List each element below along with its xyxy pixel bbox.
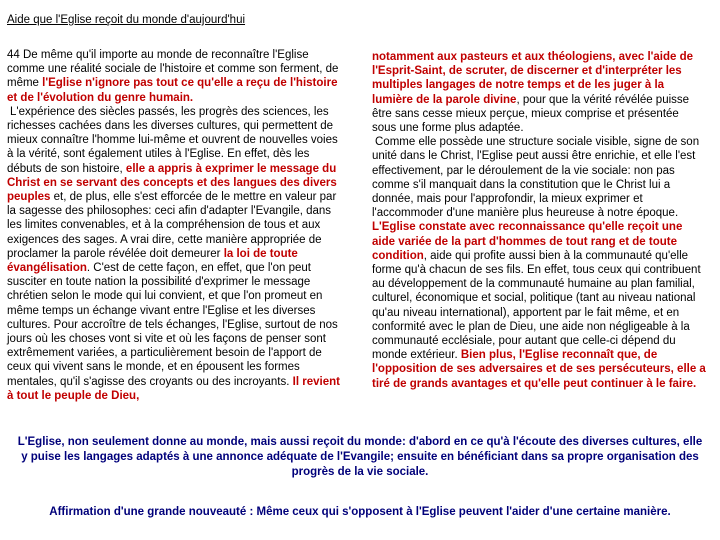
affirmation: Affirmation d'une grande nouveauté : Même ceux qui s'opposent à l'Eglise peuvent l'aider d'une certaine manière.	[49, 506, 671, 518]
right-p2-emphasis-2: Bien plus, l'Eglise reconnaît que, de l'opposition de ses adversaires et de ses persécuteurs, elle a tiré de grands avantages et qu'elle peut continuer à le faire.	[372, 349, 706, 390]
right-column	[372, 50, 706, 391]
left-p2-text-a: L'expérience des siècles passés, les progrès des sciences, les richesses cachées dans les diverses cultures, qui permettent de mieux connaître l'homme lui-même et ouvrent de nouvelles voies à la vérité, sont également utiles à l'Eglise. En effet, dès les débuts de son histoire,	[7, 105, 338, 175]
right-p2-text-a: Comme elle possède une structure sociale visible, signe de son unité dans le Christ, l'Eglise peut aussi être enrichie, et elle l'est effectivement, par le déroulement de la vie sociale: non pas comme s'il manquait dans la constitution que le Christ lui a donnée, mais pour l'approfondir, la mieux exprimer et l'accommoder d'une manière plus heureuse à notre époque.	[372, 136, 700, 220]
right-paragraph-2	[372, 135, 706, 391]
left-p2-emphasis-1: elle a appris à exprimer le message du Christ en se servant des concepts et des langues des divers peuples	[7, 162, 337, 204]
page-title: Aide que l'Eglise reçoit du monde d'aujourd'hui	[7, 14, 246, 26]
left-paragraph-1	[7, 48, 343, 105]
left-paragraph-2	[7, 105, 343, 403]
left-p2-emphasis-2: la loi de toute évangélisation	[7, 247, 298, 275]
right-p1-text: , pour que la vérité révélée puisse être sans cesse mieux perçue, mieux comprise et présentée sous une forme plus adaptée.	[372, 93, 690, 135]
right-p2-emphasis-1: L'Eglise constate avec reconnaissance qu'elle reçoit une aide variée de la part d'hommes de tout rang et de toute condition	[372, 221, 683, 262]
right-p2-text-b: , aide qui profite aussi bien à la communauté qu'elle forme qu'à chacun de ses fils. En effet, tous ceux qui contribuent au développement de la communauté humaine au plan familial, culturel, économique et social, politique (tant au niveau national qu'au niveau international), apportent par le fait même, et en conformité avec le plan de Dieu, une aide non négligeable à la communauté ecclésiale, pour autant que celle-ci dépend du monde extérieur.	[372, 249, 701, 362]
right-p1-emphasis: notamment aux pasteurs et aux théologiens, avec l'aide de l'Esprit-Saint, de scruter, de discerner et d'interpréter les multiples langages de notre temps et de les juger à la lumière de la parole divine	[372, 51, 694, 106]
left-p2-text-c: . C'est de cette façon, en effet, que l'on peut susciter en toute nation la possibilité d'exprimer le message chrétien selon le mode qui lui convient, et que l'on promeut en même temps un échange vivant entre l'Eglise et les diverses cultures. Pour accroître de tels échanges, l'Eglise, surtout de nos jours où les choses vont si vite et où les façons de penser sont extrêmement variées, a particulièrement besoin de l'apport de ceux qui vivent sans le monde, et en épousent les formes mentales, qu'il s'agisse des croyants ou des incroyants.	[7, 262, 338, 388]
summary-text: L'Eglise, non seulement donne au monde, mais aussi reçoit du monde: d'abord en ce qu'à l'écoute des diverses cultures, elle y puise les langages adaptés à une annonce adéquate de l'Evangile; ensuite en bénéficiant dans sa propre organisation des progrès de la vie sociale.	[17, 436, 703, 478]
left-p1-emphasis: l'Eglise n'ignore pas tout ce qu'elle a reçu de l'histoire et de l'évolution du genre humain.	[7, 77, 338, 104]
left-p2-text-b: et, de plus, elle s'est efforcée de le mettre en valeur par la sagesse des philosophes: ceci afin d'adapter l'Evangile, dans les limites convenables, et à la compréhension de tous et aux exigences des sages. A vrai dire, cette manière appropriée de proclamer la parole révélée doit demeurer	[7, 191, 337, 260]
right-paragraph-1	[372, 50, 706, 135]
summary	[14, 435, 706, 480]
left-p2-emphasis-3: Il revient à tout le peuple de Dieu,	[7, 375, 340, 402]
left-column	[7, 48, 343, 403]
left-p1-text: 44 De même qu'il importe au monde de reconnaître l'Eglise comme une réalité sociale de l'histoire et comme son ferment, de même	[7, 49, 339, 90]
